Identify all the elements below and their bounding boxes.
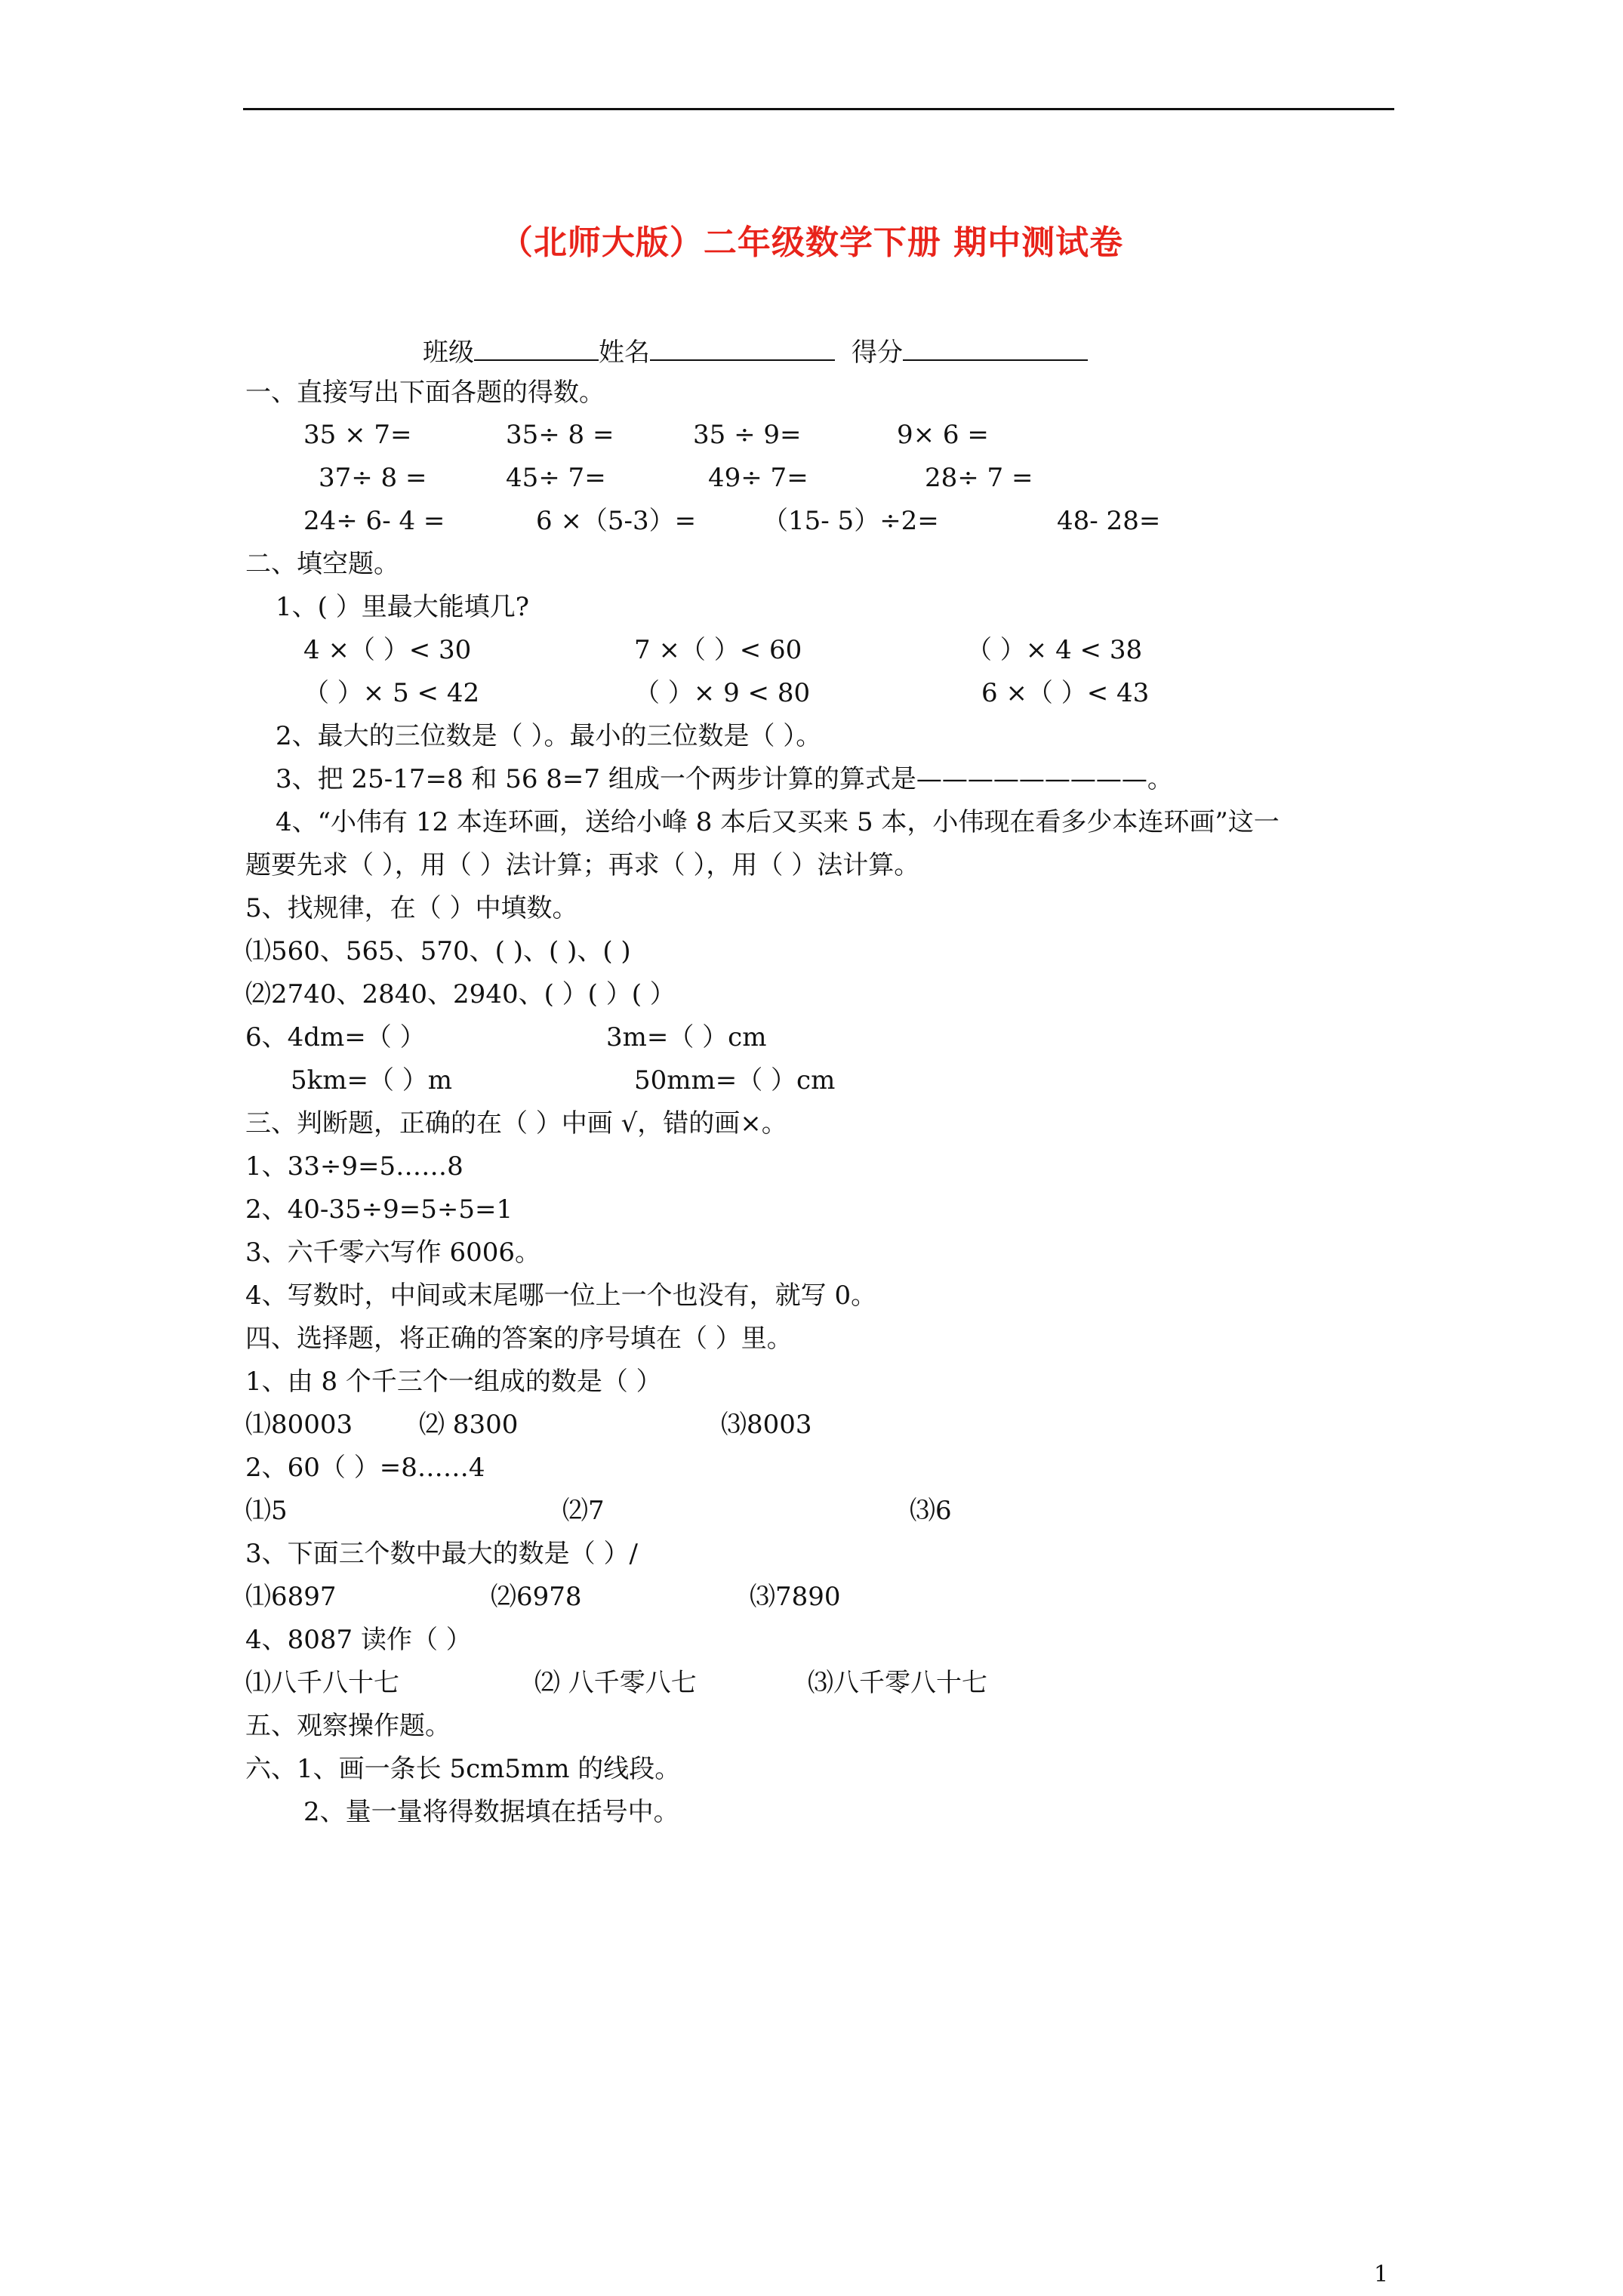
fill-question: 1、( ）里最大能填几? [276, 592, 529, 622]
judge-item: 3、六千零六写作 6006。 [245, 1237, 540, 1268]
unit-item: 6、4dm=（ ） [245, 1022, 426, 1052]
section6-line: 六、1、画一条长 5cm5mm 的线段。 [245, 1754, 681, 1784]
calc-item: 24÷ 6- 4 = [303, 506, 445, 536]
calc-item: 35 × 7= [303, 420, 412, 450]
calc-item: 6 ×（5-3）= [536, 506, 697, 536]
calc-item: 28÷ 7 = [925, 463, 1033, 493]
fill-question: 4、“小伟有 12 本连环画，送给小峰 8 本后又买来 5 本，小伟现在看多少本连环画”这一 [276, 807, 1280, 837]
choice-option: ⑵ 八千零八七 [534, 1668, 697, 1698]
section6-line: 2、量一量将得数据填在括号中。 [303, 1797, 679, 1827]
choice-option: ⑶八千零八十七 [808, 1668, 987, 1698]
class-label: 班级 [423, 337, 474, 368]
score-blank[interactable] [903, 331, 1088, 361]
page-number: 1 [1374, 2261, 1389, 2288]
name-blank[interactable] [650, 331, 835, 361]
choice-option: ⑵7 [562, 1496, 605, 1526]
header-line [423, 331, 1088, 371]
section5-heading: 五、观察操作题。 [245, 1711, 451, 1741]
calc-item: 37÷ 8 = [319, 463, 427, 493]
inequality-item: 7 ×（ ）< 60 [634, 635, 802, 665]
top-rule [243, 108, 1394, 110]
inequality-item: 6 ×（ ）< 43 [981, 678, 1150, 708]
choice-option: ⑴5 [245, 1496, 288, 1526]
calc-item: （15- 5）÷2= [762, 506, 939, 536]
choice-question: 1、由 8 个千三个一组成的数是（ ） [245, 1367, 662, 1397]
choice-question: 3、下面三个数中最大的数是（ ）/ [245, 1539, 638, 1569]
section1-heading: 一、直接写出下面各题的得数。 [245, 378, 605, 408]
judge-item: 4、写数时，中间或末尾哪一位上一个也没有，就写 0。 [245, 1281, 877, 1311]
choice-option: ⑴八千八十七 [245, 1668, 399, 1698]
inequality-item: （ ）× 4 < 38 [966, 635, 1143, 665]
unit-item: 3m=（ ）cm [606, 1022, 767, 1052]
name-label: 姓名 [599, 337, 650, 368]
choice-option: ⑶8003 [721, 1410, 812, 1440]
class-blank[interactable] [474, 331, 599, 361]
judge-item: 2、40-35÷9=5÷5=1 [245, 1194, 513, 1225]
pattern-item: ⑴560、565、570、( )、( )、( ) [245, 936, 631, 966]
choice-option: ⑵6978 [491, 1582, 582, 1612]
inequality-item: 4 ×（ ）< 30 [303, 635, 472, 665]
unit-item: 50mm=（ ）cm [634, 1065, 836, 1096]
choice-option: ⑵ 8300 [419, 1410, 519, 1440]
fill-question: 3、把 25-17=8 和 56 8=7 组成一个两步计算的算式是—————————。 [276, 764, 1173, 794]
inequality-item: （ ）× 9 < 80 [634, 678, 811, 708]
choice-option: ⑶7890 [750, 1582, 841, 1612]
fill-question: 2、最大的三位数是（ ）。最小的三位数是（ ）。 [276, 721, 822, 751]
fill-question: 5、找规律，在（ ）中填数。 [245, 893, 578, 923]
calc-item: 35÷ 8 = [506, 420, 614, 450]
calc-item: 35 ÷ 9= [693, 420, 802, 450]
choice-question: 4、8087 读作（ ） [245, 1625, 472, 1655]
choice-option: ⑴80003 [245, 1410, 353, 1440]
page-title: （北师大版）二年级数学下册 期中测试卷 [499, 223, 1124, 262]
fill-question: 题要先求（ ），用（ ）法计算；再求（ ），用（ ）法计算。 [245, 850, 920, 880]
choice-question: 2、60（ ）=8……4 [245, 1453, 485, 1483]
calc-item: 9× 6 = [897, 420, 989, 450]
choice-option: ⑶6 [910, 1496, 952, 1526]
unit-item: 5km=（ ）m [291, 1065, 453, 1096]
calc-item: 49÷ 7= [708, 463, 808, 493]
section2-heading: 二、填空题。 [245, 549, 399, 579]
calc-item: 48- 28= [1057, 506, 1161, 536]
choice-option: ⑴6897 [245, 1582, 337, 1612]
judge-item: 1、33÷9=5……8 [245, 1151, 463, 1182]
score-label: 得分 [852, 337, 903, 368]
inequality-item: （ ）× 5 < 42 [303, 678, 480, 708]
calc-item: 45÷ 7= [506, 463, 606, 493]
section3-heading: 三、判断题，正确的在（ ）中画 √，错的画×。 [245, 1108, 787, 1139]
section4-heading: 四、选择题，将正确的答案的序号填在（ ）里。 [245, 1324, 793, 1354]
pattern-item: ⑵2740、2840、2940、( ）( ）( ） [245, 979, 676, 1009]
